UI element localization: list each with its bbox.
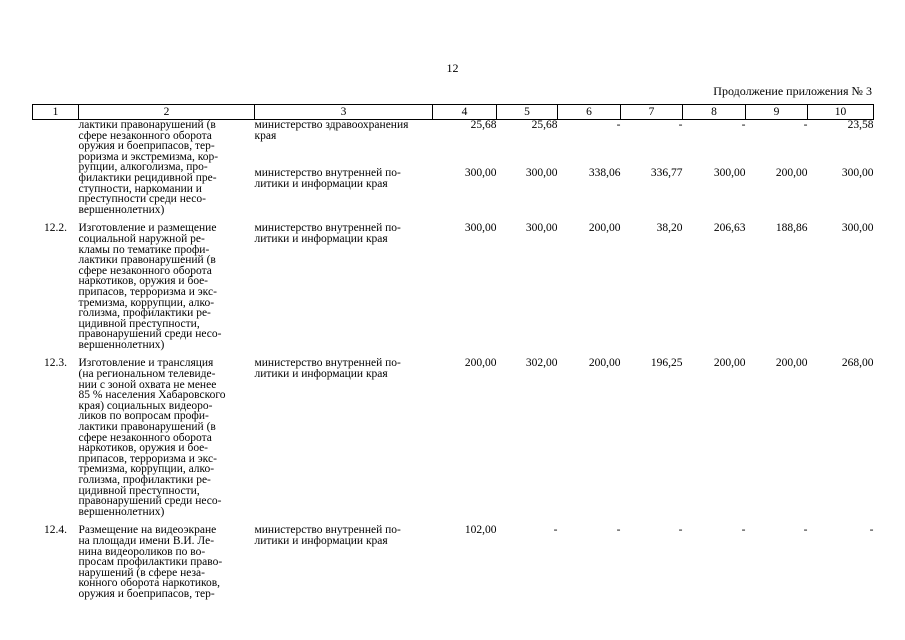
value-cell: 196,25 (650, 357, 683, 370)
header-cell: 9 (746, 105, 808, 120)
value-cell: 25,68 (470, 119, 497, 131)
value-cell: - (678, 524, 683, 537)
header-row (33, 105, 874, 120)
value-cell: 300,00 (464, 222, 497, 235)
value-cell: 300,00 (525, 166, 558, 179)
value-cell: - (803, 119, 808, 131)
value-cell: 200,00 (464, 357, 497, 370)
header-cell: 8 (683, 105, 746, 120)
header-cell: 4 (433, 105, 497, 120)
value-cell: 302,00 (525, 357, 558, 370)
value-cell: - (869, 524, 874, 537)
value-cell: 200,00 (588, 222, 621, 235)
budget-table (32, 104, 874, 600)
value-cell: 300,00 (525, 222, 558, 235)
executor: министерство внутренней по- литики и информации края (254, 524, 401, 547)
value-cell: 200,00 (775, 166, 808, 179)
item-description: Размещение на видеоэкране на площади имени В.И. Ле- нина видеороликов по во- просам профилактики право- нарушений (в сфере неза- конного оборота наркотиков, оружия и боеприпасов, тер- (78, 524, 223, 600)
value-cell: - (616, 524, 621, 537)
header-cell: 2 (79, 105, 255, 120)
header-cell: 7 (621, 105, 683, 120)
item-number: 12.3. (44, 357, 67, 370)
header-cell: 6 (558, 105, 621, 120)
table-row (33, 350, 874, 517)
value-cell: - (678, 119, 683, 131)
value-cell: 268,00 (841, 357, 874, 370)
value-cell: 38,20 (656, 222, 683, 235)
item-description: Изготовление и трансляция (на региональном телевиде- нии с зоной охвата не менее 85 % населения Хабаровского края) социальных видеоро- ликов по вопросам профи- лактики правонарушений (в сфере незаконного оборота наркотиков, оружия и боe- припасов, терроризма и экс- тремизма, коррупции, алко- голизма, профилактики ре- цидивной преступности, правонарушений среди несо- вершеннолетних) (78, 357, 226, 518)
value-cell: 102,00 (464, 524, 497, 537)
value-cell: 23,58 (847, 119, 874, 131)
header-cell: 1 (33, 105, 79, 120)
executor: министерство внутренней по- литики и информации края (254, 166, 401, 190)
item-description: Изготовление и размещение социальной наружной ре- кламы по тематике профи- лактики правонарушений (в сфере незаконного оборота наркотиков, оружия и боe- припасов, терроризма и экс- тремизма, коррупции, алко- голизма, профилактики ре- цидивной преступности, правонарушений среди несо- вершеннолетних) (78, 222, 222, 351)
table-body (33, 120, 874, 600)
value-cell: 200,00 (775, 357, 808, 370)
value-cell: 300,00 (713, 166, 746, 179)
value-cell: - (741, 119, 746, 131)
page-number: 12 (446, 61, 459, 75)
value-cell: 336,77 (650, 166, 683, 179)
value-cell: - (803, 524, 808, 537)
continuation-label: Продолжение приложения № 3 (713, 84, 872, 98)
value-cell: - (553, 524, 558, 537)
value-cell: - (616, 119, 621, 131)
value-cell: 25,68 (531, 119, 558, 131)
executor: министерство здравоохранения края (254, 119, 409, 142)
value-cell: - (741, 524, 746, 537)
value-cell: 200,00 (588, 357, 621, 370)
header-cell: 5 (497, 105, 558, 120)
value-cell: 188,86 (775, 222, 808, 235)
table-row (33, 517, 874, 599)
item-number: 12.4. (44, 524, 67, 537)
table-row (33, 120, 874, 168)
value-cell: 300,00 (841, 166, 874, 179)
header-cell: 10 (808, 105, 874, 120)
table-row (33, 215, 874, 350)
item-description: лактики правонарушений (в сфере незаконного оборота оружия и боеприпасов, тер- роризма и экстремизма, кор- рупции, алкоголизма, про- филактики рецидивной пре- ступности, наркомании и преступности среди несо- вершеннолетних) (78, 119, 219, 216)
executor: министерство внутренней по- литики и информации края (254, 222, 401, 245)
executor: министерство внутренней по- литики и информации края (254, 357, 401, 381)
header-cell: 3 (255, 105, 433, 120)
item-number: 12.2. (44, 222, 67, 235)
value-cell: 300,00 (464, 166, 497, 179)
value-cell: 200,00 (713, 357, 746, 370)
value-cell: 300,00 (841, 222, 874, 235)
value-cell: 206,63 (713, 222, 746, 235)
item-number (33, 120, 79, 216)
value-cell: 338,06 (588, 166, 621, 179)
